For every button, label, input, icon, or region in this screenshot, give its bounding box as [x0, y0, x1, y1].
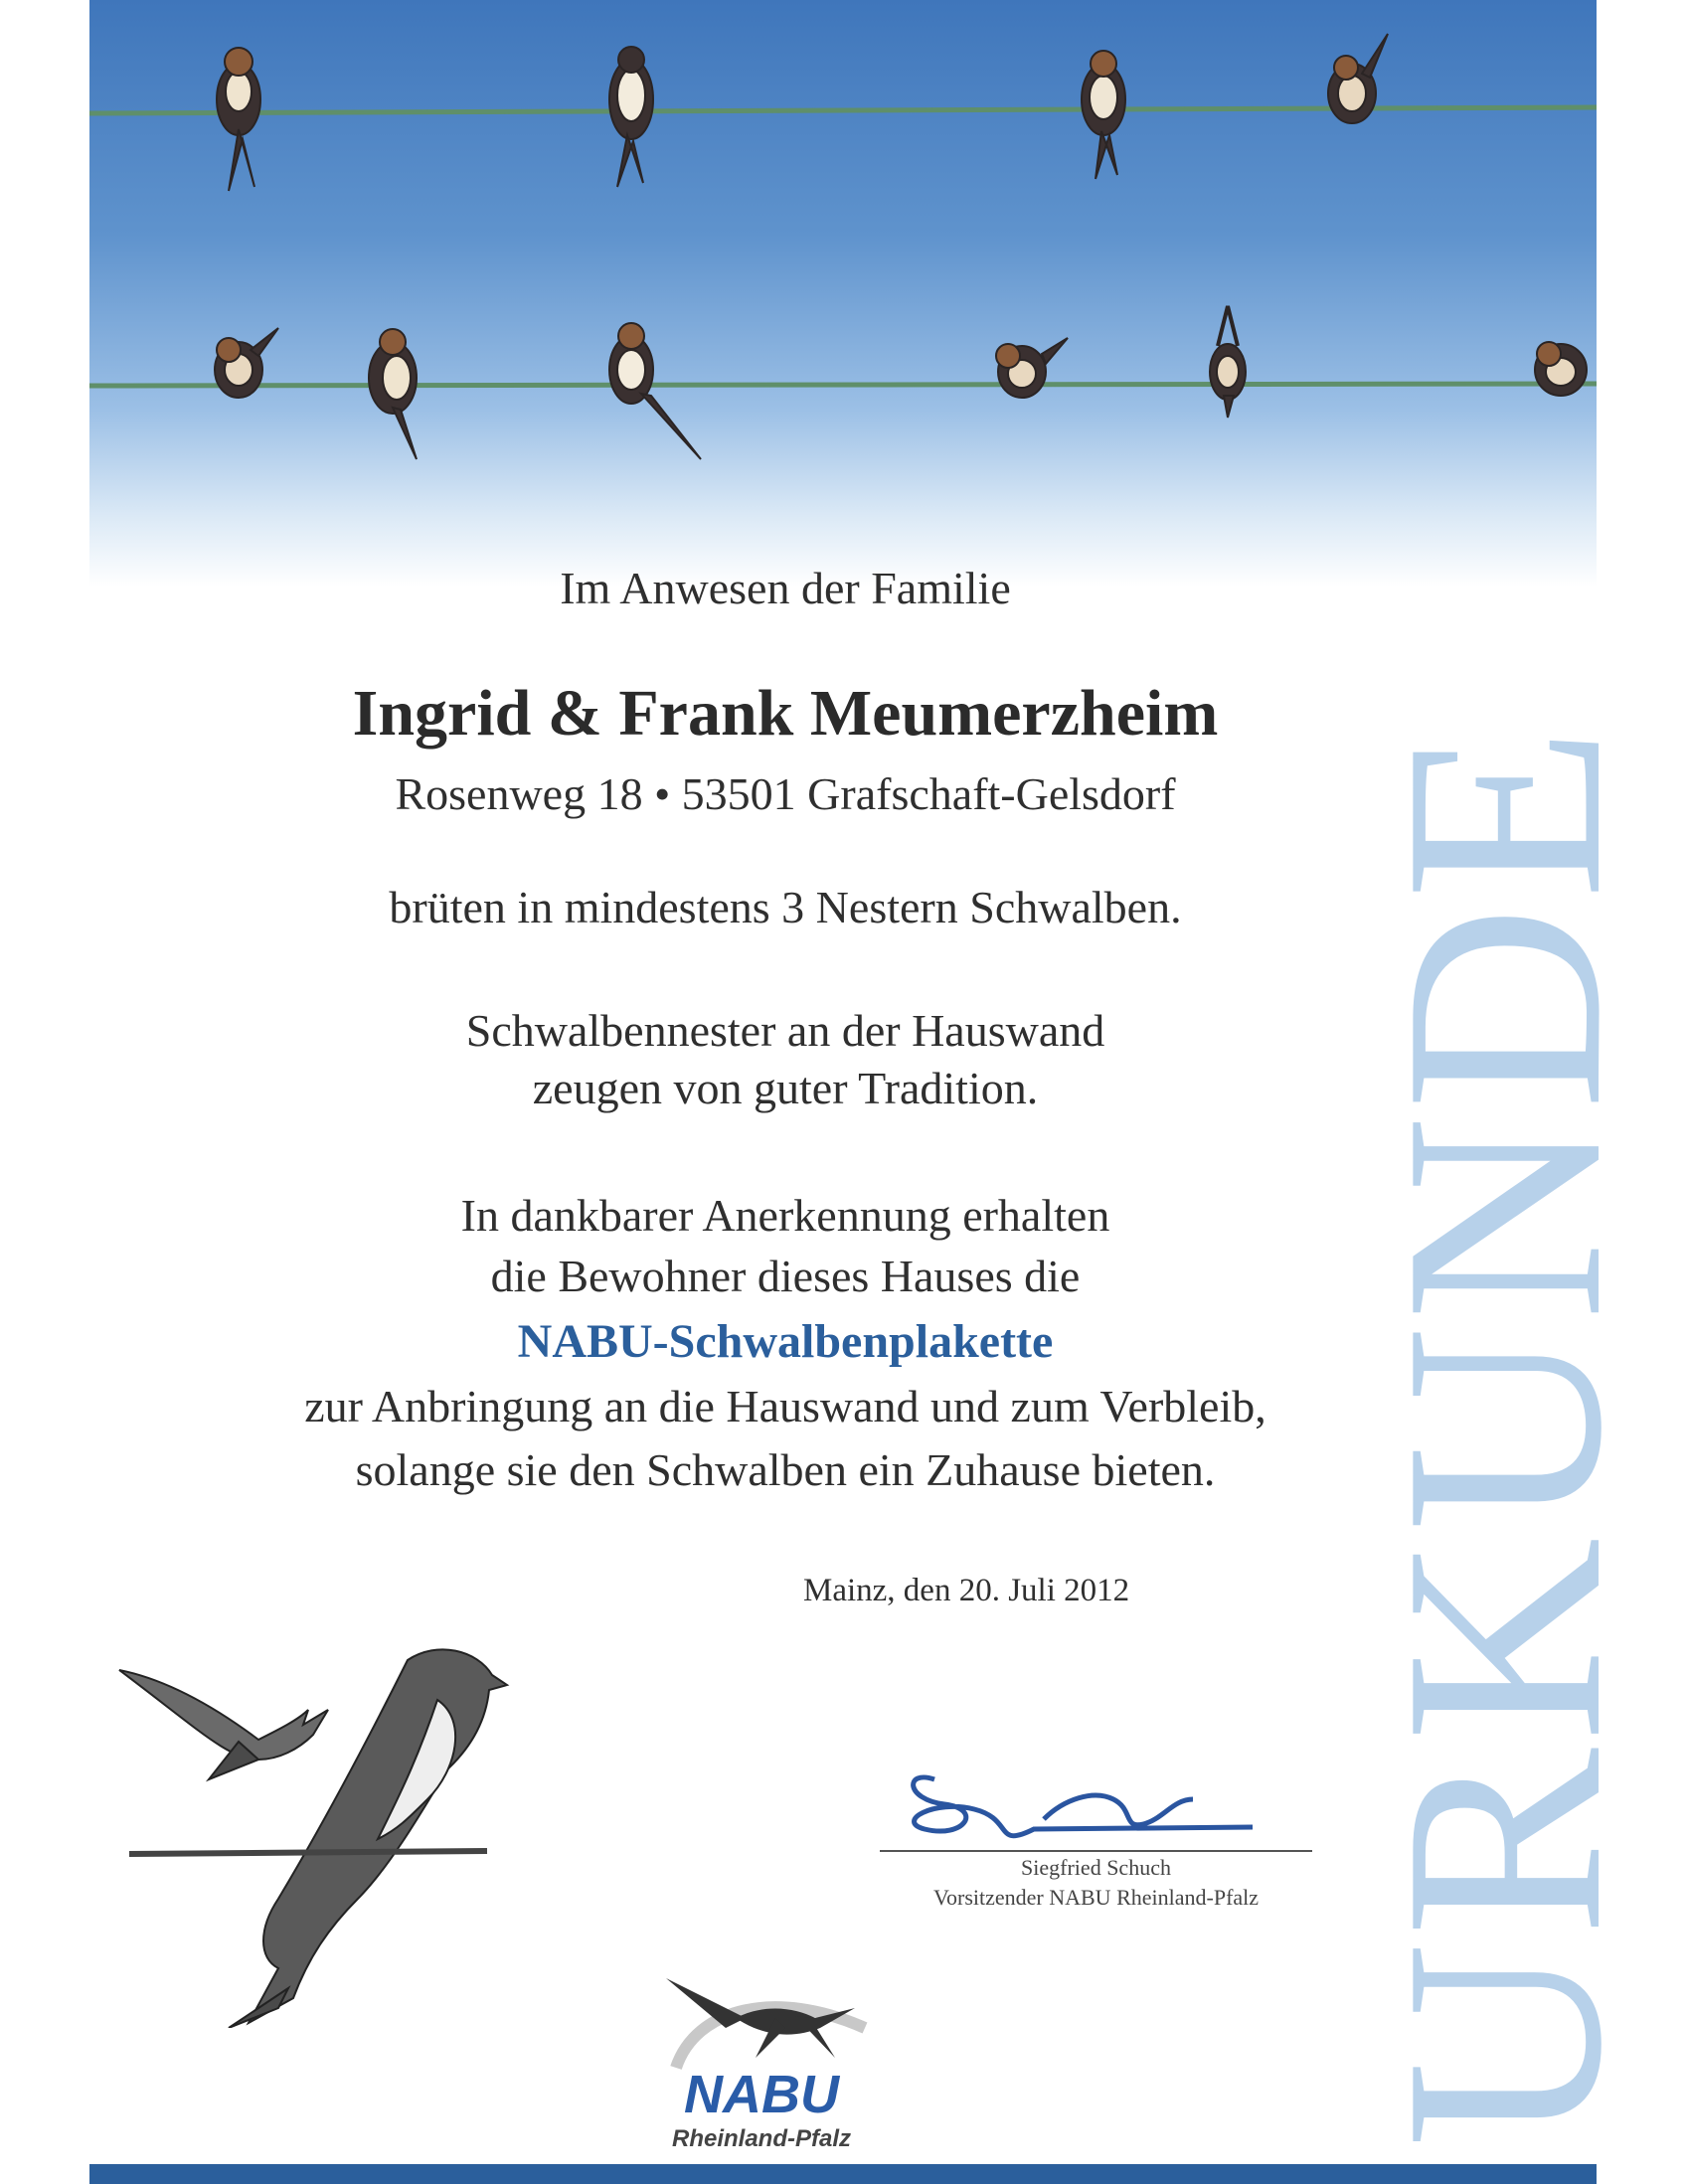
tradition-line-2: zeugen von guter Tradition.	[532, 1063, 1039, 1113]
plaque-title: NABU-Schwalbenplakette	[517, 1315, 1054, 1368]
signature-mark	[895, 1760, 1263, 1849]
signatory-name: Siegfried Schuch	[1021, 1855, 1171, 1880]
signatory-title: Vorsitzender NABU Rheinland-Pfalz	[932, 1885, 1260, 1910]
stork-logo-icon	[636, 1948, 885, 2073]
nabu-logo-text: NABU	[684, 2065, 839, 2124]
tradition-line-1: Schwalbennester an der Hauswand	[465, 1005, 1105, 1056]
swallows-photo	[89, 0, 1597, 587]
place-date: Mainz, den 20. Juli 2012	[803, 1573, 1130, 1608]
urkunde-watermark-title: URKUNDE	[1346, 720, 1660, 2147]
nabu-region-text: Rheinland-Pfalz	[671, 2125, 851, 2152]
family-address: Rosenweg 18 • 53501 Grafschaft-Gelsdorf	[395, 768, 1176, 819]
swallow-drawing-icon	[109, 1630, 577, 2028]
bottom-bar	[89, 2164, 1597, 2184]
breeding-statement: brüten in mindestens 3 Nestern Schwalben.	[389, 882, 1182, 932]
signature-line	[880, 1850, 1312, 1852]
family-names: Ingrid & Frank Meumerzheim	[352, 677, 1219, 750]
recognition-line-1: In dankbarer Anerkennung erhalten	[460, 1190, 1110, 1241]
purpose-line-1: zur Anbringung an die Hauswand und zum Verbleib,	[304, 1381, 1266, 1431]
swallows-on-wires-illustration	[89, 0, 1597, 587]
purpose-line-2: solange sie den Schwalben ein Zuhause bieten.	[355, 1444, 1216, 1495]
recognition-line-2: die Bewohner dieses Hauses die	[490, 1251, 1081, 1301]
intro-text: Im Anwesen der Familie	[560, 563, 1011, 613]
